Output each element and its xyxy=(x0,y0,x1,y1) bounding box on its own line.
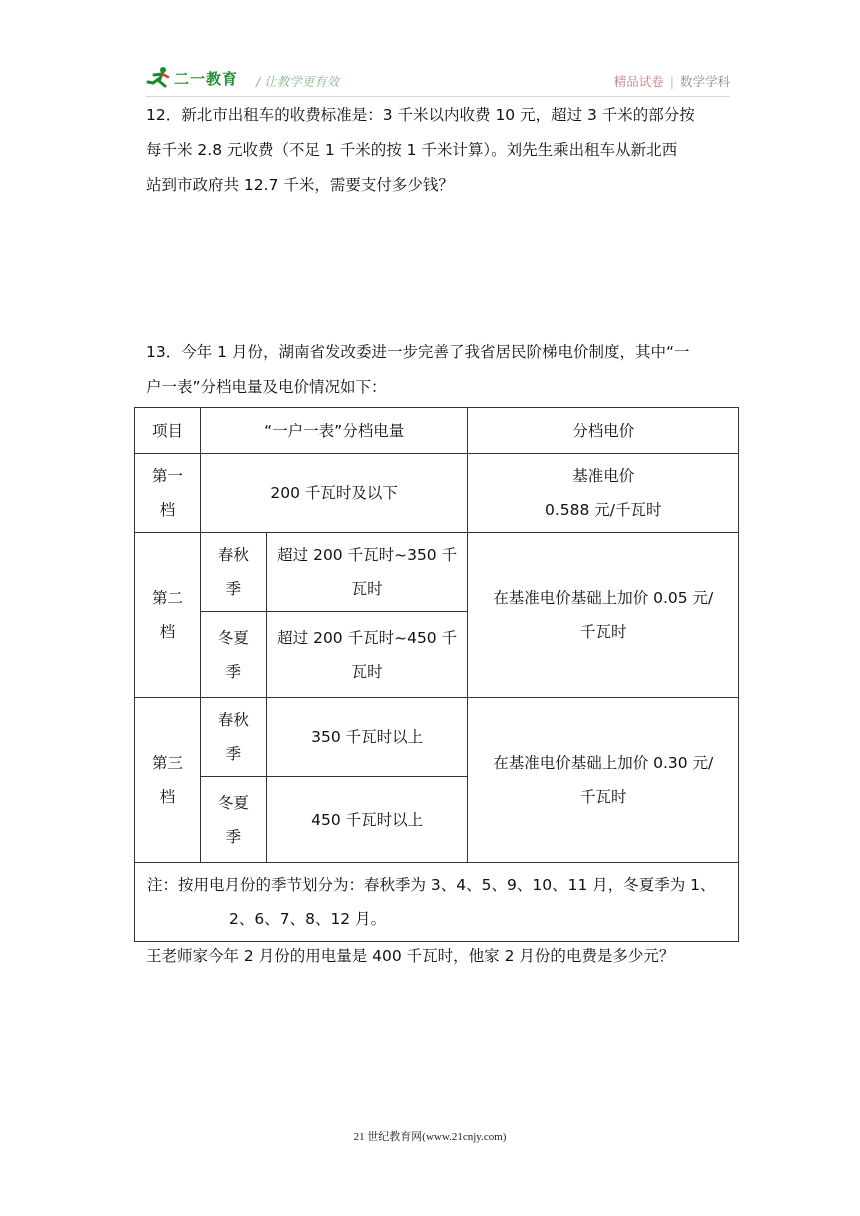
header-item: 项目 xyxy=(135,408,201,454)
tier2-usage-spring-autumn: 超过 200 千瓦时~350 千 瓦时 xyxy=(266,533,468,612)
page-header xyxy=(146,66,730,96)
runner-logo-icon xyxy=(146,66,172,90)
q13-question: 王老师家今年 2 月份的用电量是 400 千瓦时，他家 2 月份的电费是多少元？ xyxy=(146,947,675,965)
tier3-label: 第三 档 xyxy=(135,698,201,863)
header-right xyxy=(614,72,730,90)
tier2-usage-winter-summer: 超过 200 千瓦时~450 千 瓦时 xyxy=(266,612,468,698)
header-divider xyxy=(146,96,730,97)
header-separator: | xyxy=(669,74,674,89)
header-price: 分档电价 xyxy=(468,408,739,454)
tier3-usage-winter-summer: 450 千瓦时以上 xyxy=(266,777,468,863)
tier3-season-spring-autumn: 春秋 季 xyxy=(200,698,266,777)
q12-line: 12．新北市出租车的收费标准是：3 千米以内收费 10 元，超过 3 千米的部分按 xyxy=(146,106,695,124)
tier3-price: 在基准电价基础上加价 0.30 元/ 千瓦时 xyxy=(468,698,739,863)
tier2-price: 在基准电价基础上加价 0.05 元/ 千瓦时 xyxy=(468,533,739,698)
tier1-price: 基准电价 0.588 元/千瓦时 xyxy=(468,454,739,533)
header-usage: “一户一表”分档电量 xyxy=(200,408,468,454)
tier1-usage: 200 千瓦时及以下 xyxy=(200,454,468,533)
electricity-price-table xyxy=(134,407,739,942)
tier2-label: 第二 档 xyxy=(135,533,201,698)
q12-line: 站到市政府共 12.7 千米，需要支付多少钱？ xyxy=(146,176,454,194)
question-12 xyxy=(146,98,736,203)
tier2-season-spring-autumn: 春秋 季 xyxy=(200,533,266,612)
tier1-label: 第一 档 xyxy=(135,454,201,533)
q12-line: 每千米 2.8 元收费（不足 1 千米的按 1 千米计算）。刘先生乘出租车从新北西 xyxy=(146,141,678,159)
q13-line: 户一表”分档电量及电价情况如下： xyxy=(146,378,387,396)
tier3-usage-spring-autumn: 350 千瓦时以上 xyxy=(266,698,468,777)
page-footer: 21 世纪教育网(www.21cnjy.com) xyxy=(353,1131,507,1143)
tier3-season-winter-summer: 冬夏 季 xyxy=(200,777,266,863)
q13-line: 13．今年 1 月份，湖南省发改委进一步完善了我省居民阶梯电价制度，其中“一 xyxy=(146,343,690,361)
tier2-season-winter-summer: 冬夏 季 xyxy=(200,612,266,698)
header-label-subject: 数学学科 xyxy=(679,74,730,89)
logo xyxy=(146,66,238,90)
brand-name: 二一教育 xyxy=(174,69,239,88)
question-13 xyxy=(146,335,736,405)
header-label-premium: 精品试卷 xyxy=(613,74,664,89)
slogan: / 让教学更有效 xyxy=(256,74,340,89)
table-note: 注：按用电月份的季节划分为：春秋季为 3、4、5、9、10、11 月，冬夏季为 1、 2、6、7、8、12 月。 xyxy=(135,863,739,942)
